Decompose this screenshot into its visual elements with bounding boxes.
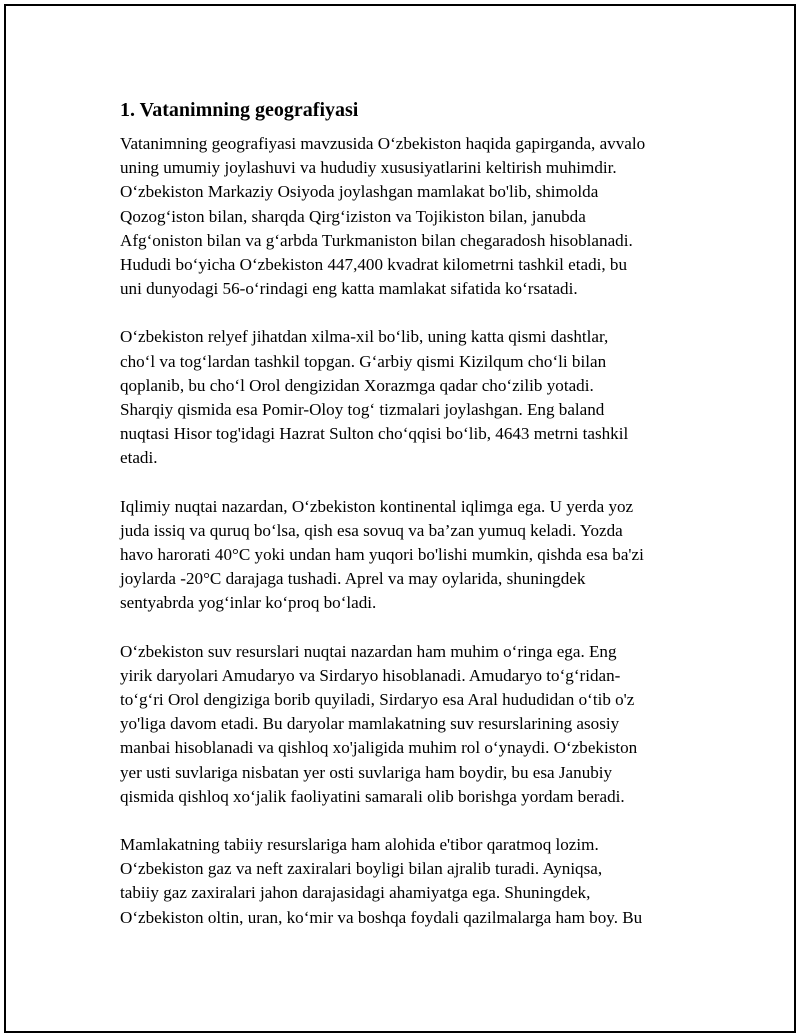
document-content bbox=[120, 96, 700, 954]
text-line: uning umumiy joylashuvi va hududiy xususiyatlarini keltirish muhimdir. bbox=[120, 158, 617, 178]
text-line: Afg‘oniston bilan va g‘arbda Turkmaniston bilan chegaradosh hisoblanadi. bbox=[120, 230, 633, 250]
text-line: qismida qishloq xo‘jalik faoliyatini samarali olib borishga yordam beradi. bbox=[120, 786, 625, 806]
text-line: O‘zbekiston relyef jihatdan xilma-xil bo‘lib, uning katta qismi dashtlar, bbox=[120, 327, 609, 347]
text-line: etadi. bbox=[120, 448, 158, 468]
text-line: tabiiy gaz zaxiralari jahon darajasidagi ahamiyatga ega. Shuningdek, bbox=[120, 883, 591, 903]
text-line: cho‘l va tog‘lardan tashkil topgan. G‘arbiy qismi Kizilqum cho‘li bilan bbox=[120, 351, 607, 371]
paragraph bbox=[120, 640, 700, 809]
text-line: juda issiq va quruq bo‘lsa, qish esa sovuq va ba’zan yumuq keladi. Yozda bbox=[120, 520, 623, 540]
text-line: qoplanib, bu cho‘l Orol dengizidan Xorazmga qadar cho‘zilib yotadi. bbox=[120, 375, 594, 395]
paragraph bbox=[120, 495, 700, 616]
text-line: nuqtasi Hisor tog'idagi Hazrat Sulton cho‘qqisi bo‘lib, 4643 metrni tashkil bbox=[120, 424, 629, 444]
section-heading: 1. Vatanimning geografiyasi bbox=[120, 99, 359, 121]
text-line: O‘zbekiston Markaziy Osiyoda joylashgan mamlakat bo'lib, shimolda bbox=[120, 182, 599, 202]
paragraph bbox=[120, 325, 700, 470]
text-line: Vatanimning geografiyasi mavzusida O‘zbekiston haqida gapirganda, avvalo bbox=[120, 134, 646, 153]
paragraph bbox=[120, 833, 700, 930]
text-line: O‘zbekiston gaz va neft zaxiralari boyligi bilan ajralib turadi. Ayniqsa, bbox=[120, 859, 603, 879]
text-line: uni dunyodagi 56-o‘rindagi eng katta mamlakat sifatida ko‘rsatadi. bbox=[120, 279, 578, 299]
document-page bbox=[4, 4, 796, 1033]
text-line: Iqlimiy nuqtai nazardan, O‘zbekiston kontinental iqlimga ega. U yerda yoz bbox=[120, 496, 634, 516]
text-line: yo'liga davom etadi. Bu daryolar mamlakatning suv resurslarining asosiy bbox=[120, 714, 620, 734]
paragraph bbox=[120, 132, 700, 301]
text-line: manbai hisoblanadi va qishloq xo'jaligida muhim rol o‘ynaydi. O‘zbekiston bbox=[120, 738, 638, 758]
text-line: yirik daryolari Amudaryo va Sirdaryo hisoblanadi. Amudaryo to‘g‘ridan- bbox=[120, 665, 621, 685]
text-line: O‘zbekiston oltin, uran, ko‘mir va boshqa foydali qazilmalarga ham boy. Bu bbox=[120, 907, 643, 927]
text-line: Qozog‘iston bilan, sharqda Qirg‘iziston va Tojikiston bilan, janubda bbox=[120, 206, 586, 226]
text-line: yer usti suvlariga nisbatan yer osti suvlariga ham boydir, bu esa Janubiy bbox=[120, 762, 613, 782]
text-line: joylarda -20°C darajaga tushadi. Aprel va may oylarida, shuningdek bbox=[120, 569, 586, 589]
text-line: Hududi bo‘yicha O‘zbekiston 447,400 kvadrat kilometrni tashkil etadi, bu bbox=[120, 255, 628, 275]
text-line: O‘zbekiston suv resurslari nuqtai nazardan ham muhim o‘ringa ega. Eng bbox=[120, 641, 617, 661]
text-line: Sharqiy qismida esa Pomir-Oloy tog‘ tizmalari joylashgan. Eng baland bbox=[120, 400, 605, 420]
text-line: havo harorati 40°C yoki undan ham yuqori bo'lishi mumkin, qishda esa ba'zi bbox=[120, 545, 644, 565]
paragraph-list bbox=[120, 132, 700, 930]
text-line: sentyabrda yog‘inlar ko‘proq bo‘ladi. bbox=[120, 593, 377, 613]
text-line: Mamlakatning tabiiy resurslariga ham alohida e'tibor qaratmoq lozim. bbox=[120, 835, 599, 855]
text-line: to‘g‘ri Orol dengiziga borib quyiladi, Sirdaryo esa Aral hududidan o‘tib o'z bbox=[120, 690, 635, 710]
